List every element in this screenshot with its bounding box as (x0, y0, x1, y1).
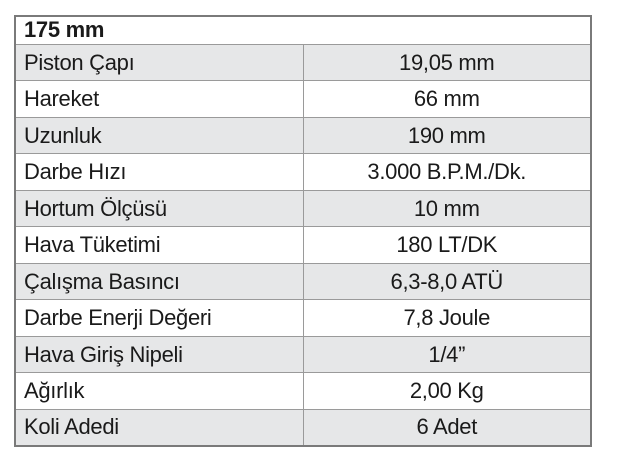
table-row (15, 154, 591, 191)
row-label: Hortum Ölçüsü (15, 190, 303, 227)
table-title: 175 mm (15, 16, 591, 44)
row-value: 66 mm (303, 81, 591, 118)
table-header-row (15, 16, 591, 44)
table-row (15, 117, 591, 154)
row-label: Çalışma Basıncı (15, 263, 303, 300)
table-row (15, 300, 591, 337)
row-value: 1/4” (303, 336, 591, 373)
row-label: Darbe Enerji Değeri (15, 300, 303, 337)
row-value: 6 Adet (303, 409, 591, 446)
row-value: 7,8 Joule (303, 300, 591, 337)
table-row (15, 409, 591, 446)
row-label: Koli Adedi (15, 409, 303, 446)
row-label: Hava Giriş Nipeli (15, 336, 303, 373)
table-row (15, 227, 591, 264)
table-row (15, 190, 591, 227)
row-value: 3.000 B.P.M./Dk. (303, 154, 591, 191)
row-value: 6,3-8,0 ATÜ (303, 263, 591, 300)
row-value: 10 mm (303, 190, 591, 227)
row-label: Uzunluk (15, 117, 303, 154)
row-value: 2,00 Kg (303, 373, 591, 410)
row-label: Hareket (15, 81, 303, 118)
table-row (15, 373, 591, 410)
row-value: 180 LT/DK (303, 227, 591, 264)
table-row (15, 44, 591, 81)
row-label: Piston Çapı (15, 44, 303, 81)
table-row (15, 263, 591, 300)
table-row (15, 81, 591, 118)
row-value: 19,05 mm (303, 44, 591, 81)
row-value: 190 mm (303, 117, 591, 154)
row-label: Hava Tüketimi (15, 227, 303, 264)
spec-table (14, 15, 592, 447)
row-label: Ağırlık (15, 373, 303, 410)
row-label: Darbe Hızı (15, 154, 303, 191)
table-row (15, 336, 591, 373)
